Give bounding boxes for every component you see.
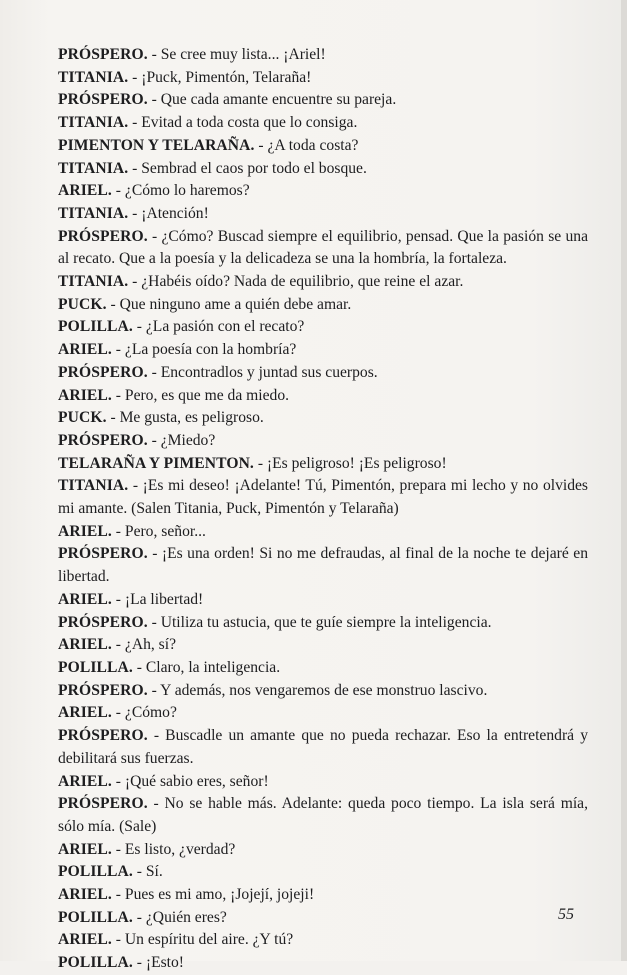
speaker-name: ARIEL.: [58, 840, 112, 858]
dialogue-line: [58, 271, 588, 294]
speaker-name: TITANIA.: [58, 114, 129, 132]
dialogue-line: [58, 316, 588, 339]
speaker-name: PRÓSPERO.: [58, 46, 148, 63]
dialogue-text: - Que ninguno ame a quién debe amar.: [106, 295, 352, 313]
dialogue-text: - ¿Cómo?: [111, 704, 177, 722]
dialogue-text: - No se hable más. Adelante: queda poco tiempo. La isla será mía, sólo mía. (Sale): [58, 795, 588, 835]
dialogue-text: - ¿La poesía con la hombría?: [111, 341, 297, 359]
page-number: 55: [558, 906, 574, 923]
dialogue-line: [58, 634, 588, 657]
dialogue-text: - ¿Miedo?: [147, 431, 216, 449]
dialogue-text: - Pero, es que me da miedo.: [111, 386, 290, 404]
dialogue-text: - ¿La pasión con el recato?: [132, 318, 305, 336]
speaker-name: TELARAÑA Y PIMENTON.: [58, 454, 254, 472]
dialogue-line: [58, 294, 588, 317]
dialogue-line: [58, 135, 588, 158]
speaker-name: ARIEL.: [58, 704, 112, 722]
speaker-name: PUCK.: [58, 409, 107, 427]
speaker-name: PRÓSPERO.: [58, 727, 148, 745]
dialogue-text: - ¡Es una orden! Si no me defraudas, al final de la noche te dejaré en libertad.: [58, 545, 588, 586]
dialogue-text: - Encontradlos y juntad sus cuerpos.: [147, 363, 378, 381]
speaker-name: POLILLA.: [58, 908, 133, 926]
speaker-name: PRÓSPERO.: [58, 681, 148, 699]
dialogue-line: [58, 861, 588, 884]
speaker-name: ARIEL.: [58, 386, 112, 404]
speaker-name: PRÓSPERO.: [58, 795, 148, 813]
dialogue-line: [58, 543, 588, 588]
dialogue-line: [58, 589, 588, 612]
dialogue-line: [58, 793, 588, 838]
speaker-name: TITANIA.: [58, 68, 129, 86]
dialogue-line: [58, 226, 588, 271]
dialogue-text: - Utiliza tu astucia, que te guíe siempre la inteligencia.: [147, 613, 492, 631]
speaker-name: ARIEL.: [58, 182, 112, 200]
speaker-name: ARIEL.: [58, 341, 112, 359]
dialogue-line: [58, 475, 588, 520]
speaker-name: TITANIA.: [58, 477, 129, 495]
dialogue-line: [58, 430, 588, 453]
speaker-name: TITANIA.: [58, 204, 129, 222]
dialogue-line: [58, 771, 588, 794]
dialogue-text: - ¿Cómo? Buscad siempre el equilibrio, pensad. Que la pasión se una al recato. Que a la poesía y la delicadeza se una la hombría, la fortaleza.: [58, 227, 588, 268]
dialogue-line: [58, 657, 588, 680]
dialogue-line: [58, 725, 588, 770]
speaker-name: ARIEL.: [58, 886, 112, 904]
dialogue-text: - Que cada amante encuentre su pareja.: [147, 91, 397, 109]
dialogue-line: [58, 203, 588, 226]
dialogue-line: [58, 89, 588, 112]
dialogue-text: - ¡Atención!: [128, 204, 209, 222]
speaker-name: PRÓSPERO.: [58, 91, 148, 109]
dialogue-text: - ¡La libertad!: [111, 590, 204, 608]
dialogue-line: [58, 884, 588, 907]
speaker-name: PRÓSPERO.: [58, 227, 148, 245]
play-dialogue: [58, 44, 588, 975]
dialogue-text: - Y además, nos vengaremos de ese monstruo lascivo.: [147, 681, 488, 699]
dialogue-line: [58, 929, 588, 952]
dialogue-text: - Pues es mi amo, ¡Jojejí, jojeji!: [111, 886, 315, 904]
page-edge: [621, 0, 627, 961]
speaker-name: ARIEL.: [58, 590, 112, 608]
dialogue-text: - Buscadle un amante que no pueda rechazar. Eso la entretendrá y debilitará sus fuerzas.: [58, 727, 588, 767]
speaker-name: POLILLA.: [58, 318, 133, 336]
dialogue-text: - ¡Puck, Pimentón, Telaraña!: [128, 68, 312, 86]
speaker-name: PRÓSPERO.: [58, 613, 148, 631]
dialogue-text: - ¿Ah, sí?: [111, 636, 176, 654]
dialogue-line: [58, 702, 588, 725]
speaker-name: POLILLA.: [58, 863, 133, 881]
speaker-name: PRÓSPERO.: [58, 545, 148, 563]
dialogue-text: - Me gusta, es peligroso.: [106, 409, 264, 427]
dialogue-line: [58, 180, 588, 203]
dialogue-text: - ¡Esto!: [132, 954, 184, 972]
speaker-name: POLILLA.: [58, 658, 133, 676]
speaker-name: PUCK.: [58, 295, 107, 313]
speaker-name: ARIEL.: [58, 772, 112, 790]
speaker-name: POLILLA.: [58, 954, 133, 972]
speaker-name: TITANIA.: [58, 159, 129, 177]
dialogue-line: [58, 839, 588, 862]
speaker-name: ARIEL.: [58, 636, 112, 654]
dialogue-text: - ¿Habéis oído? Nada de equilibrio, que reine el azar.: [128, 273, 464, 291]
speaker-name: PIMENTON Y TELARAÑA.: [58, 136, 255, 154]
dialogue-text: - Sembrad el caos por todo el bosque.: [128, 159, 367, 177]
dialogue-text: - ¿Cómo lo haremos?: [111, 182, 250, 200]
dialogue-text: - Un espíritu del aire. ¿Y tú?: [111, 931, 294, 949]
dialogue-text: - Evitad a toda costa que lo consiga.: [128, 114, 358, 132]
dialogue-line: [58, 612, 588, 635]
dialogue-line: [58, 67, 588, 90]
speaker-name: PRÓSPERO.: [58, 363, 148, 381]
dialogue-text: - ¿Quién eres?: [132, 908, 227, 926]
dialogue-line: [58, 362, 588, 385]
dialogue-line: [58, 158, 588, 181]
dialogue-line: [58, 521, 588, 544]
dialogue-text: - ¡Es peligroso! ¡Es peligroso!: [253, 454, 447, 472]
dialogue-text: - Claro, la inteligencia.: [132, 658, 281, 676]
speaker-name: PRÓSPERO.: [58, 431, 148, 449]
dialogue-text: - Sí.: [132, 863, 163, 881]
speaker-name: TITANIA.: [58, 273, 129, 291]
dialogue-text: - Pero, señor...: [111, 522, 206, 540]
dialogue-line: [58, 112, 588, 135]
speaker-name: ARIEL.: [58, 931, 112, 949]
dialogue-text: - ¡Es mi deseo! ¡Adelante! Tú, Pimentón, prepara mi lecho y no olvides mi amante. (Salen Titania, Puck, Pimentón y Telaraña): [58, 477, 588, 518]
speaker-name: ARIEL.: [58, 522, 112, 540]
dialogue-line: [58, 680, 588, 703]
dialogue-line: [58, 907, 588, 930]
dialogue-line: [58, 407, 588, 430]
dialogue-line: [58, 952, 588, 975]
dialogue-line: [58, 385, 588, 408]
dialogue-line: [58, 44, 588, 67]
dialogue-text: - Se cree muy lista... ¡Ariel!: [147, 46, 326, 63]
dialogue-text: - ¡Qué sabio eres, señor!: [111, 772, 269, 790]
dialogue-text: - ¿A toda costa?: [254, 136, 359, 154]
dialogue-line: [58, 339, 588, 362]
dialogue-line: [58, 453, 588, 476]
dialogue-text: - Es listo, ¿verdad?: [111, 840, 236, 858]
